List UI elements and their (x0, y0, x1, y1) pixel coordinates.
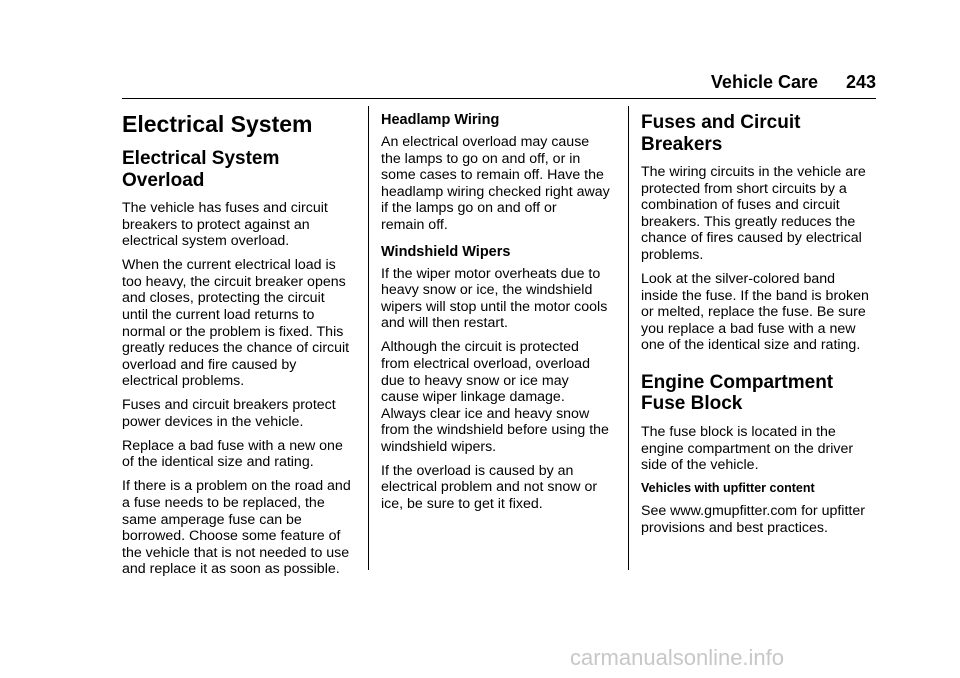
text-line: inside the fuse. If the band is broken (641, 287, 869, 304)
text-line: combination of fuses and circuit (641, 197, 840, 214)
text-line: power devices in the vehicle. (122, 413, 304, 430)
paragraph (381, 339, 617, 455)
heading-line: Fuse Block (641, 393, 743, 415)
text-line: remain off. (381, 216, 448, 233)
text-line: same amperage fuse can be (122, 511, 302, 528)
heading-windshield-wipers: Windshield Wipers (381, 243, 511, 260)
column-3 (641, 106, 877, 544)
text-line: the vehicle that is not needed to use (122, 544, 350, 561)
text-line: borrowed. Choose some feature of (122, 528, 341, 545)
heading-engine-compartment-fuse-block (641, 372, 877, 415)
paragraph (122, 257, 358, 390)
text-line: Replace a bad fuse with a new one (122, 437, 343, 454)
text-line: electrical system overload. (122, 233, 290, 250)
text-line: problems. (641, 246, 704, 263)
subheading-upfitter-content: Vehicles with upfitter content (641, 481, 815, 496)
text-line: chance of fires caused by electrical (641, 230, 862, 247)
paragraph (641, 271, 877, 354)
text-line: If the wiper motor overheats due to (381, 265, 601, 282)
text-line: protected from short circuits by a (641, 180, 847, 197)
paragraph (381, 266, 617, 332)
text-line: from the windshield before using the (381, 422, 609, 439)
heading-line: Fuses and Circuit (641, 112, 801, 133)
text-line: greatly reduces the chance of circuit (122, 340, 350, 357)
text-line: cause wiper linkage damage. (381, 389, 565, 406)
text-line: The fuse block is located in the (641, 423, 836, 440)
text-line: electrical problem and not snow or (381, 479, 598, 496)
paragraph (381, 134, 617, 234)
column-divider-2 (628, 106, 629, 570)
text-line: or melted, replace the fuse. Be sure (641, 304, 866, 321)
text-line: windshield wipers. (381, 438, 497, 455)
text-line: one of the identical size and rating. (641, 337, 861, 354)
text-line: and replace it as soon as possible. (122, 561, 340, 578)
heading-headlamp-wiring: Headlamp Wiring (381, 112, 500, 128)
header-rule (122, 98, 876, 99)
text-line: If the overload is caused by an (381, 462, 574, 479)
heading-line: Breakers (641, 133, 723, 155)
text-line: a fuse needs to be replaced, the (122, 495, 325, 512)
text-line: When the current electrical load is (122, 257, 336, 274)
text-line: overload and fire caused by (122, 356, 297, 373)
text-line: too heavy, the circuit breaker opens (122, 273, 346, 290)
text-line: engine compartment on the driver (641, 440, 854, 457)
text-line: The wiring circuits in the vehicle are (641, 164, 866, 180)
text-line: of the identical size and rating. (122, 454, 314, 471)
text-line: some cases to remain off. Have the (381, 167, 604, 184)
column-2 (381, 106, 617, 520)
text-line: See www.gmupfitter.com for upfitter (641, 503, 865, 520)
heading-electrical-system-overload (122, 148, 358, 191)
section-title-electrical-system: Electrical System (122, 111, 313, 137)
running-header-title: Vehicle Care (710, 72, 818, 92)
text-line: An electrical overload may cause (381, 134, 590, 150)
page-number: 243 (845, 72, 876, 92)
heading-line: Overload (122, 169, 205, 191)
heading-fuses-and-circuit-breakers (641, 112, 877, 155)
column-1 (122, 106, 358, 585)
text-line: ice, be sure to get it fixed. (381, 496, 543, 513)
paragraph (122, 478, 358, 578)
paragraph (122, 397, 358, 430)
text-line: the lamps to go on and off, or in (381, 150, 581, 167)
text-line: heavy snow or ice, the windshield (381, 282, 593, 299)
paragraph (641, 424, 877, 474)
text-line: side of the vehicle. (641, 457, 759, 474)
text-line: due to heavy snow or ice may (381, 372, 569, 389)
text-line: Although the circuit is protected (381, 339, 579, 356)
text-line: if the lamps go on and off or (381, 200, 557, 217)
paragraph (381, 463, 617, 513)
text-line: you replace a bad fuse with a new (641, 320, 856, 337)
paragraph (122, 200, 358, 250)
text-line: breakers to protect against an (122, 216, 310, 233)
text-line: Look at the silver-colored band (641, 270, 836, 287)
text-line: electrical problems. (122, 373, 245, 390)
watermark-text: carmanualsonline.info (570, 645, 785, 670)
heading-line: Engine Compartment (641, 371, 834, 393)
text-line: until the current load returns to (122, 306, 315, 323)
heading-line: Electrical System (122, 148, 280, 169)
text-line: wipers will stop until the motor cools (381, 298, 608, 315)
column-divider-1 (368, 106, 369, 570)
paragraph (641, 503, 877, 536)
text-line: Always clear ice and heavy snow (381, 405, 590, 422)
text-line: from electrical overload, overload (381, 355, 590, 372)
text-line: If there is a problem on the road and (122, 478, 351, 495)
paragraph (641, 164, 877, 264)
text-line: The vehicle has fuses and circuit (122, 200, 328, 216)
page-header (122, 72, 876, 98)
text-line: provisions and best practices. (641, 519, 828, 536)
text-line: Fuses and circuit breakers protect (122, 397, 336, 414)
text-line: and closes, protecting the circuit (122, 290, 325, 307)
text-line: and will then restart. (381, 315, 508, 332)
text-line: normal or the problem is fixed. This (122, 323, 344, 340)
text-line: headlamp wiring checked right away (381, 183, 610, 200)
text-line: breakers. This greatly reduces the (641, 213, 856, 230)
paragraph (122, 438, 358, 471)
